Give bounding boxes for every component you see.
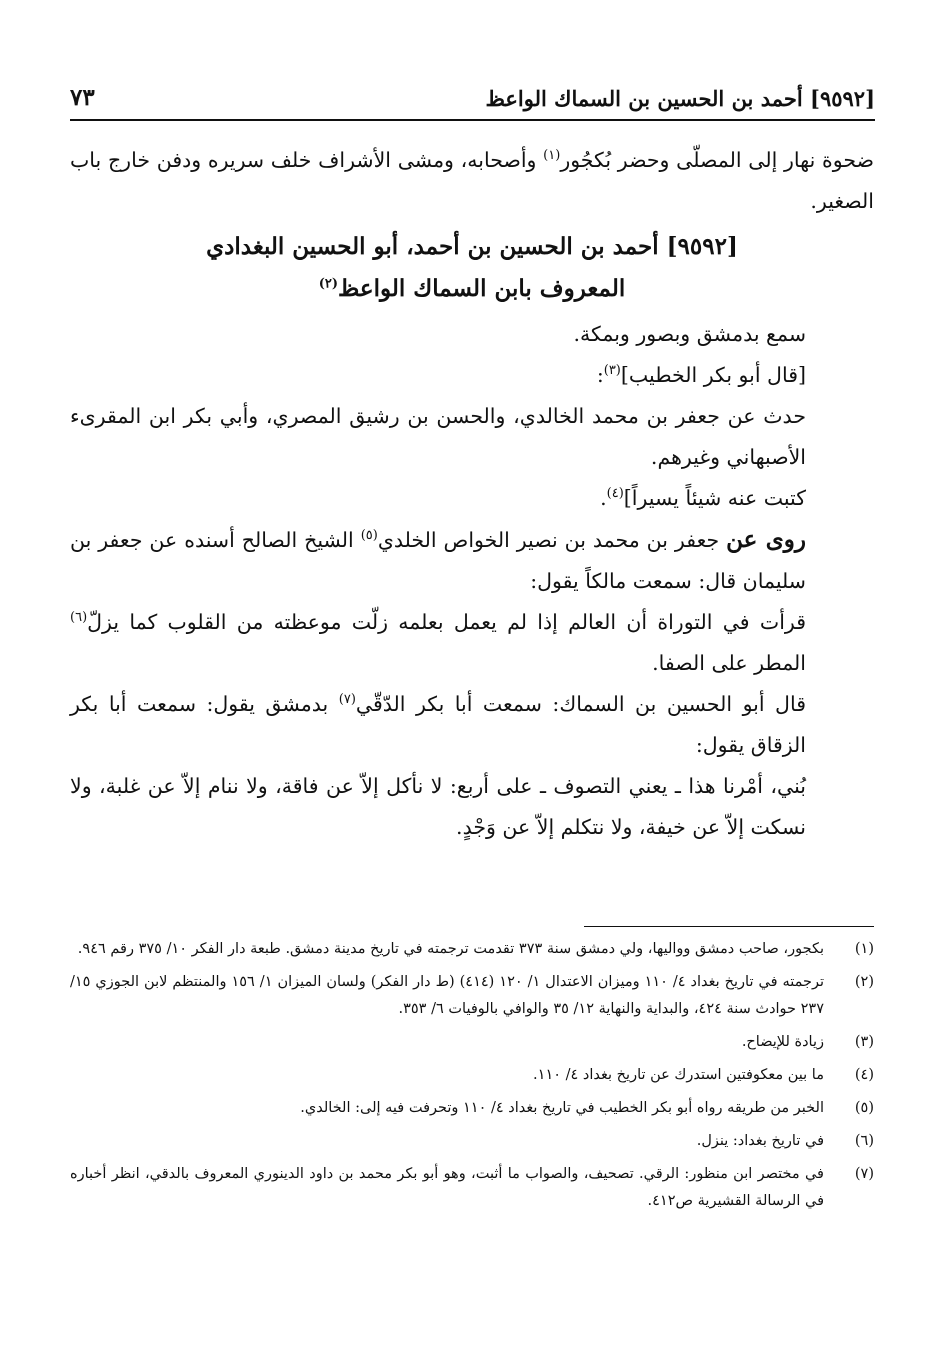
paragraph: قرأت في التوراة أن العالم إذا لم يعمل بعلمه زلّت موعظته من القلوب كما يزلّ$^{(٦)}$ المطر على الصفا. [70,610,806,675]
narration-lead: روى عن [726,526,806,553]
footnote-text: ما بين معكوفتين استدرك عن تاريخ بغداد ٤/ ١١٠. [533,1067,824,1083]
footnote-number: (٧) [854,1166,874,1182]
header-divider [70,119,875,121]
footnote [70,969,874,1023]
footnote [70,1128,874,1155]
footnote [70,936,874,963]
footnote [70,1161,874,1215]
main-text [70,140,874,848]
footnote-text: بكجور، صاحب دمشق وواليها، ولي دمشق سنة ٣٧٣ تقدمت ترجمته في تاريخ مدينة دمشق. طبعة دار الفكر ١٠/ ٣٧٥ رقم ٩٤٦. [77,941,824,957]
footnote-text: في تاريخ بغداد: ينزل. [696,1133,824,1149]
footnote-ref[interactable]: (٣) [603,363,621,379]
footnote-divider [584,926,874,927]
footnote [70,1062,874,1089]
entry-heading-line2: المعروف بابن السماك الواعظ [338,275,626,302]
paragraph: [قال أبو بكر الخطيب]$^{(٣)}$: [596,363,806,387]
paragraph: سمع بدمشق وبصور وبمكة. [573,322,806,346]
footnote-number: (٦) [854,1133,874,1149]
footnote-ref[interactable]: (٥) [360,528,378,544]
footnote-ref[interactable]: (٦) [70,610,88,626]
footnote-text: الخبر من طريقه رواه أبو بكر الخطيب في تاريخ بغداد ٤/ ١١٠ وتحرفت فيه إلى: الخالدي. [300,1100,824,1116]
footnote [70,1029,874,1056]
paragraph: بُني، أمْرنا هذا ـ يعني التصوف ـ على أربع: لا نأكل إلاّ عن فاقة، ولا ننام إلاّ عن غلبة، ولا نسكت إلاّ عن خيفة، ولا نتكلم إلاّ عن وَجْدٍ. [70,774,806,839]
footnote-text: زيادة للإيضاح. [741,1034,824,1050]
footnote-ref[interactable]: (٤) [606,486,624,502]
running-header [70,82,875,118]
entry-heading-line1: [٩٥٩٢] أحمد بن الحسين بن أحمد، أبو الحسين البغدادي [206,233,738,260]
footnotes [70,936,874,1221]
footnote-ref[interactable]: (٧) [338,692,356,708]
footnote-number: (٣) [854,1034,874,1050]
footnote-text: ترجمته في تاريخ بغداد ٤/ ١١٠ وميزان الاعتدال ١/ ١٢٠ (٤١٤) (ط دار الفكر) ولسان الميزان ١/ ١٥٦ والمنتظم لابن الجوزي ١٥/ ٢٣٧ حوادث سنة ٤٢٤، والبداية والنهاية ١٢/ ٣٥ والوافي بالوفيات ٦/ ٣٥٣. [70,974,824,1017]
paragraph: قال أبو الحسين بن السماك: سمعت أبا بكر الدّقّي$^{(٧)}$ بدمشق يقول: سمعت أبا بكر الزقاق يقول: [70,692,806,757]
paragraph: روى عن جعفر بن محمد بن نصير الخواص الخلدي$^{(٥)}$ الشيخ الصالح أسنده عن جعفر بن سليمان قال: سمعت مالكاً يقول: [70,526,806,593]
footnote-number: (٥) [854,1100,874,1116]
footnote-text: في مختصر ابن منظور: الرقي. تصحيف، والصواب ما أثبت، وهو أبو بكر محمد بن داود الدينوري المعروف بالدقي، انظر أخباره في الرسالة القشيرية ص٤١٢. [70,1166,824,1209]
entry-heading [70,226,874,310]
paragraph: ضحوة نهار إلى المصلّى وحضر بُكجُور$^{(١)}$ وأصحابه، ومشى الأشراف خلف سريره ودفن خارج باب الصغير. [70,148,874,213]
footnote-number: (٢) [854,974,874,990]
page-number: ٧٣ [70,84,95,111]
footnote-ref[interactable]: (١) [543,148,561,164]
footnote-number: (٤) [854,1067,874,1083]
paragraph: كتبت عنه شيئاً يسيراً]$^{(٤)}$. [600,486,806,510]
paragraph: حدث عن جعفر بن محمد الخالدي، والحسن بن رشيق المصري، وأبي بكر ابن المقرىء الأصبهاني وغيرهم. [70,404,806,469]
footnote-ref[interactable]: (٢) [318,276,339,292]
footnote-number: (١) [854,941,874,957]
footnote [70,1095,874,1122]
running-header-title: [٩٥٩٢] أحمد بن الحسين بن السماك الواعظ [485,86,875,111]
